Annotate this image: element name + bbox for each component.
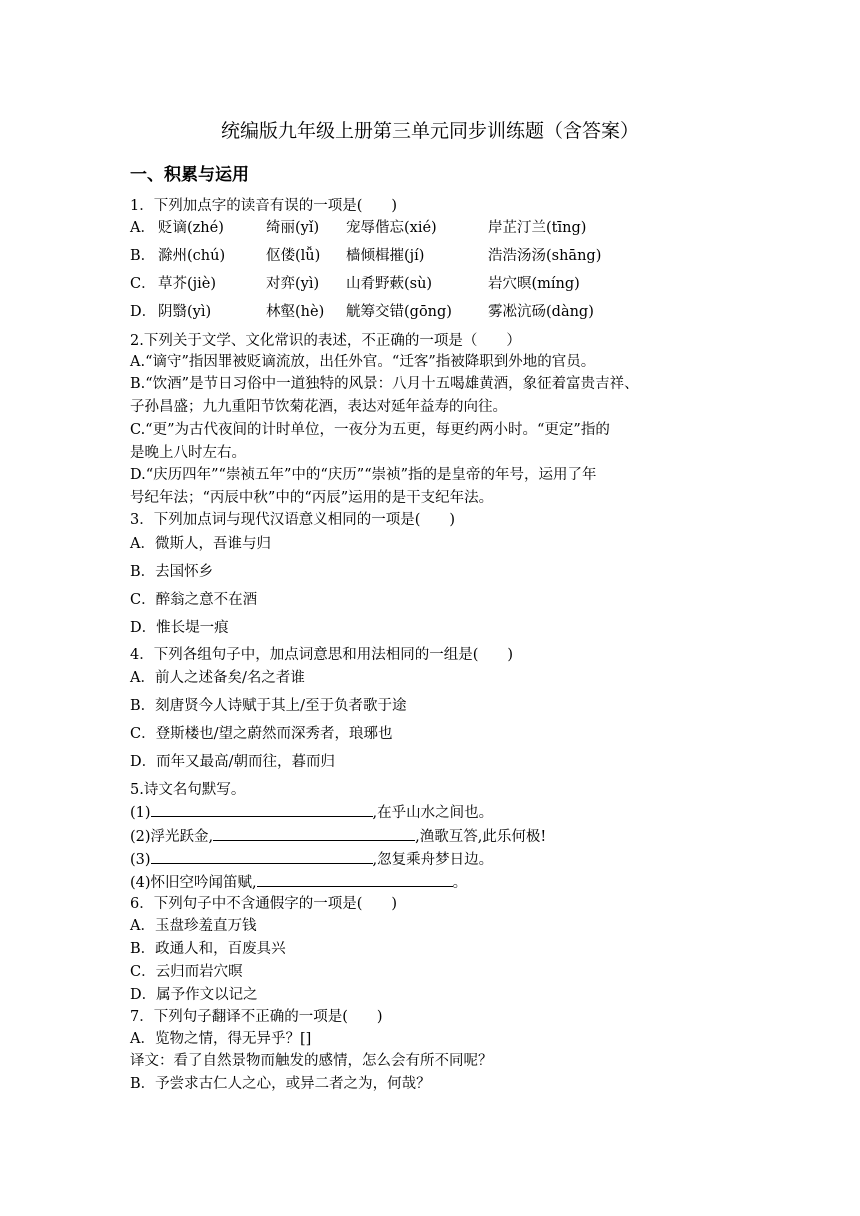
q5-line-1 xyxy=(130,802,493,823)
q3-option: A．微斯人，吾谁与归 xyxy=(130,536,271,552)
q5-suffix: 。 xyxy=(452,875,468,891)
q3-stem: 3．下列加点词与现代汉语意义相同的一项是( ) xyxy=(130,512,456,528)
option-letter: D． xyxy=(130,304,157,320)
q1-option-row xyxy=(130,302,730,324)
q4-option: C．登斯楼也/望之蔚然而深秀者，琅琊也 xyxy=(130,726,393,742)
q2-stem: 2.下列关于文学、文化常识的表述，不正确的一项是（ ） xyxy=(130,333,521,349)
option-item: 伛偻(lǚ) xyxy=(266,248,321,264)
q2-line: C.“更”为古代夜间的计时单位，一夜分为五更，每更约两小时。“更定”指的 xyxy=(130,422,610,438)
option-letter: B． xyxy=(130,248,156,264)
q2-line: 号纪年法；“丙辰中秋”中的“丙辰”运用的是干支纪年法。 xyxy=(130,490,494,506)
q2-line: 是晚上八时左右。 xyxy=(130,445,246,461)
answer-blank[interactable] xyxy=(213,826,415,841)
option-item: 草芥(jiè) xyxy=(158,276,217,292)
answer-blank[interactable] xyxy=(151,802,373,817)
q1-stem: 1．下列加点字的读音有误的一项是( ) xyxy=(130,198,398,214)
section-heading: 一、积累与运用 xyxy=(130,165,249,185)
answer-blank[interactable] xyxy=(151,849,373,864)
option-item: 滁州(chú) xyxy=(158,248,226,264)
q6-stem: 6．下列句子中不含通假字的一项是( ) xyxy=(130,896,398,912)
q6-option: A．玉盘珍羞直万钱 xyxy=(130,918,257,934)
q5-suffix: ,在乎山水之间也。 xyxy=(372,805,494,821)
q3-option: D．惟长堤一痕 xyxy=(130,620,229,636)
q5-prefix: (1) xyxy=(130,805,151,821)
q1-option-row xyxy=(130,218,730,240)
q5-stem: 5.诗文名句默写。 xyxy=(130,782,246,798)
q1-option-row xyxy=(130,274,730,296)
option-item: 阴翳(yì) xyxy=(158,304,212,320)
page-title: 统编版九年级上册第三单元同步训练题（含答案） xyxy=(220,120,639,142)
q6-option: D．属予作文以记之 xyxy=(130,987,258,1003)
option-item: 贬谪(zhé) xyxy=(158,220,224,236)
q3-option: B．去国怀乡 xyxy=(130,564,214,580)
q7-option-b: B．予尝求古仁人之心，或异二者之为，何哉？ xyxy=(130,1076,431,1092)
q6-option: C．云归而岩穴暝 xyxy=(130,964,243,980)
option-letter: C． xyxy=(130,276,156,292)
q4-option: D．而年又最高/朝而往，暮而归 xyxy=(130,754,336,770)
q5-prefix: (4)怀旧空吟闻笛赋, xyxy=(130,875,257,891)
q4-stem: 4．下列各组句子中，加点词意思和用法相同的一组是( ) xyxy=(130,647,514,663)
q7-stem: 7．下列句子翻译不正确的一项是( ) xyxy=(130,1009,383,1025)
option-item: 觥筹交错(gōng) xyxy=(346,304,452,320)
q5-suffix: ,渔歌互答,此乐何极! xyxy=(415,829,547,845)
q2-line: D.“庆历四年”“崇祯五年”中的“庆历”“崇祯”指的是皇帝的年号，运用了年 xyxy=(130,467,597,483)
option-item: 樯倾楫摧(jí) xyxy=(346,248,425,264)
q5-suffix: ,忽复乘舟梦日边。 xyxy=(372,852,494,868)
q2-line: B.“饮酒”是节日习俗中一道独特的风景：八月十五喝雄黄酒，象征着富贵吉祥、 xyxy=(130,376,639,392)
q4-option: A．前人之述备矣/名之者谁 xyxy=(130,670,305,686)
q2-line: A.“谪守”指因罪被贬谪流放，出任外官。“迁客”指被降职到外地的官员。 xyxy=(130,354,596,370)
q3-option: C．醉翁之意不在酒 xyxy=(130,592,258,608)
q5-line-3 xyxy=(130,849,493,870)
q2-line: 子孙昌盛；九九重阳节饮菊花酒，表达对延年益寿的向往。 xyxy=(130,399,507,415)
option-item: 山肴野蔌(sù) xyxy=(346,276,433,292)
q5-prefix: (2)浮光跃金, xyxy=(130,829,214,845)
option-item: 对弈(yì) xyxy=(266,276,320,292)
q5-line-4 xyxy=(130,872,467,893)
option-letter: A． xyxy=(130,220,155,236)
q5-prefix: (3) xyxy=(130,852,151,868)
option-item: 宠辱偕忘(xié) xyxy=(346,220,437,236)
q4-option: B．刻唐贤今人诗赋于其上/至于负者歌于途 xyxy=(130,698,407,714)
q7-translation: 译文：看了自然景物而触发的感情，怎么会有所不同呢？ xyxy=(130,1053,493,1069)
q5-line-2 xyxy=(130,826,546,847)
option-item: 雾凇沆砀(dàng) xyxy=(488,304,594,320)
option-item: 绮丽(yǐ) xyxy=(266,220,320,236)
option-item: 岩穴暝(míng) xyxy=(488,276,580,292)
option-item: 林壑(hè) xyxy=(266,304,325,320)
q6-option: B．政通人和，百废具兴 xyxy=(130,941,286,957)
option-item: 浩浩汤汤(shāng) xyxy=(488,248,602,264)
answer-blank[interactable] xyxy=(257,872,453,887)
q7-option-a: A．览物之情，得无异乎？[] xyxy=(130,1031,312,1047)
option-item: 岸芷汀兰(tīng) xyxy=(488,220,587,236)
q1-option-row xyxy=(130,246,730,268)
